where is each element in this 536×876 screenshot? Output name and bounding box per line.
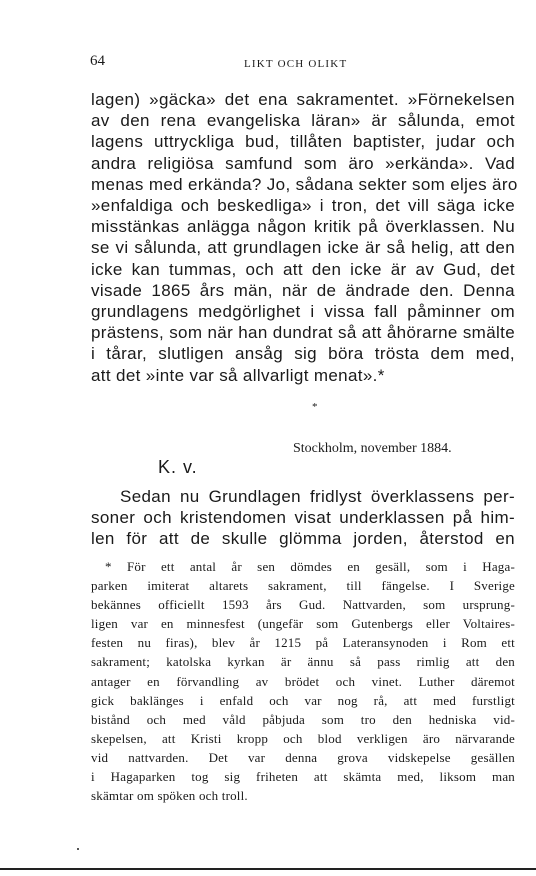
text-line: se vi sålunda, att grundlagen icke är så helig, att den: [91, 238, 515, 258]
footnote-line: i Hagaparken tog sig friheten att skämta med, liksom man: [91, 769, 515, 785]
page-number: 64: [90, 53, 105, 69]
text-line: av den rena evangeliska läran» är sålunda, emot: [91, 111, 515, 131]
dateline: Stockholm, november 1884.: [293, 441, 452, 456]
text-line: lagen) »gäcka» det ena sakramentet. »Förnekelsen: [91, 90, 515, 109]
footnote-line: * För ett antal år sen dömdes en gesäll, som i Haga-: [105, 559, 515, 574]
footnote-line: ligen var en minnesfest (ungefär som Gutenbergs eller Voltaires-: [91, 616, 515, 632]
running-head: LIKT OCH OLIKT: [244, 58, 348, 70]
footnote-line: bekännes officiellt 1593 års Gud. Nattvarden, som ursprung-: [91, 597, 515, 613]
section-separator: *: [312, 401, 318, 413]
text-line: i tårar, slutligen ansåg sig böra trösta dem med,: [91, 344, 515, 364]
author-signature: K. v.: [158, 457, 198, 477]
text-line: grundlagens medgörlighet i vissa fall påminner om: [91, 302, 515, 322]
text-line: lagens uttryckliga bud, tillåten baptister, judar och: [91, 132, 515, 152]
paragraph-2: [91, 486, 515, 550]
footnote-line: festen nu firas), blev år 1215 på Lateransynoden i Rom ett: [91, 635, 515, 651]
footnote-line: bistånd och med våld påbjuda som tro den hedniska vid-: [91, 711, 515, 727]
text-line: len för att de skulle glömma jorden, återstod en: [91, 529, 515, 549]
footnote-line: parken imiterat altarets sakrament, till fängelse. I Sverige: [91, 578, 515, 594]
text-line: misstänkas anlägga någon kritik på överklassen. Nu: [91, 217, 515, 237]
footnote-line: skämtar om spöken och troll.: [91, 788, 248, 804]
text-line: »enfaldiga och beskedliga» i tron, det vill säga icke: [91, 196, 515, 216]
footnote-line: skepelsen, att Kristi kropp och blod verkligen äro närvarande: [91, 730, 515, 746]
footnote-line: antager en förvandling av brödet och vinet. Luther däremot: [91, 673, 515, 689]
text-line: Sedan nu Grundlagen fridlyst överklassens per-: [120, 487, 515, 506]
text-line: visade 1865 års män, när de ändrade den. Denna: [91, 280, 515, 300]
page-edge-line: [0, 868, 536, 870]
footnote-line: vid nattvarden. Det var denna grova vidskepelse gesällen: [91, 749, 515, 765]
footnote: [91, 557, 515, 805]
paragraph-1: [91, 89, 518, 386]
text-line: soner och kristendomen visat underklassen på him-: [91, 508, 515, 528]
scan-speck: [77, 848, 79, 850]
text-line: menas med erkända? Jo, sådana sekter som eljes äro: [91, 174, 518, 194]
footnote-line: sakrament; katolska kyrkan är ännu så pass rimlig att den: [91, 654, 515, 670]
text-line: att det »inte var så allvarligt menat».*: [91, 365, 385, 385]
footnote-line: gick baklänges i enfald och var nog rå, att med furstligt: [91, 692, 515, 708]
text-line: prästens, som när han dundrat så att åhörarne smälte: [91, 323, 515, 343]
text-line: andra religiösa samfund som äro »erkända». Vad: [91, 153, 515, 173]
text-line: icke kan tummas, och att den icke är av Gud, det: [91, 259, 515, 279]
